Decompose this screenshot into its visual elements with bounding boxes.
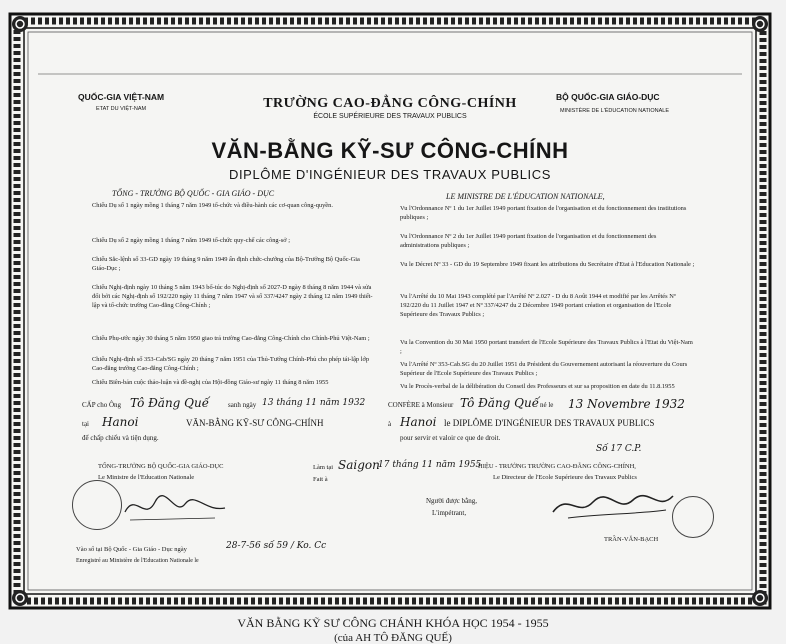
grant-prefix: CẤP cho Ông — [82, 401, 122, 409]
closing-vn: để chấp chiếu và tiện dụng. — [82, 434, 159, 442]
place-date-prefix: Làm tại — [313, 464, 334, 471]
right-signer-name: TRẦN-VĂN-BẠCH — [604, 536, 659, 543]
ministry-subtitle: MINISTÈRE DE L'ÉDUCATION NATIONALE — [560, 108, 670, 114]
left-para-2: Chiếu Dụ số 2 ngày mồng 1 tháng 7 năm 1949 tổ-chức quy-chế các công-sở ; — [92, 237, 290, 244]
school-subtitle: ÉCOLE SUPÉRIEURE DES TRAVAUX PUBLICS — [313, 113, 467, 120]
right-signer-title-fr: Le Directeur de l'Ecole Supérieure des Travaux Publics — [493, 474, 637, 481]
diploma-title-vn: VĂN-BẰNG KỸ-SƯ CÔNG-CHÍNH — [211, 138, 569, 163]
born-date-fr: 13 Novembre 1932 — [568, 397, 685, 411]
place-date-date: 17 tháng 11 năm 1955 — [378, 460, 482, 470]
right-signer-title: HIỆU - TRƯỞNG TRƯỜNG CAO-ĐẲNG CÔNG-CHÍNH, — [478, 463, 636, 470]
right-para-3: Vu le Décret Nº 33 - GD du 19 Septembre 1949 fixant les attributions du Secrétaire d'Etat à l'Education Nationale ; — [400, 261, 695, 268]
left-para-3: Chiếu Sắc-lệnh số 33-GD ngày 19 tháng 9 năm 1949 ấn định chức-chưởng của Bộ-Trưởng Bộ Quốc-Gia Giáo-Dục ; — [92, 256, 360, 273]
holder-label-fr: L'impétrant, — [432, 509, 467, 517]
left-heading: TỔNG - TRƯỞNG BỘ QUỐC - GIA GIÁO - DỤC — [112, 189, 275, 198]
left-para-4: Chiếu Nghị-định ngày 10 tháng 5 năm 1943 bổ-túc do Nghị-định số 2027-D ngày 8 tháng 8 năm 1944 và sửa đổi bởi các Nghị-định số 192/220 ngày 11 tháng 7 năm 1947 và số 337/4247 ngày 2 tháng 12 năm 1949 thiết-lập và tổ-chức trường Cao-đẳng Công-Chính ; — [92, 284, 373, 310]
born-prefix-vn: sanh ngày — [228, 401, 257, 409]
diploma-title-fr: DIPLÔME D'INGÉNIEUR DES TRAVAUX PUBLICS — [228, 167, 552, 182]
right-para-5: Vu la Convention du 30 Mai 1950 portant transfert de l'Ecole Supérieure des Travaux Publics à l'Etat du Việt-Nam ; — [400, 339, 693, 356]
place-date-city: Saigon — [338, 458, 380, 472]
photo-caption: VĂN BẰNG KỸ SƯ CÔNG CHÁNH KHÓA HỌC 1954 - 1955 — [237, 616, 549, 630]
birth-place-fr: Hanoi — [400, 415, 437, 429]
diploma-line-fr: le DIPLÔME D'INGÉNIEUR DES TRAVAUX PUBLICS — [444, 418, 655, 428]
right-heading: LE MINISTRE DE L'ÉDUCATION NATIONALE, — [446, 192, 605, 201]
birth-place-vn: Hanoi — [102, 415, 139, 429]
school-title: TRƯỜNG CAO-ĐẲNG CÔNG-CHÍNH — [263, 96, 517, 111]
state-title: QUỐC-GIA VIỆT-NAM — [78, 92, 165, 102]
confer-prefix: CONFÈRE à Monsieur — [388, 401, 454, 409]
born-date-vn: 13 tháng 11 năm 1932 — [262, 398, 366, 408]
right-official-seal — [672, 496, 714, 538]
left-signature — [120, 482, 230, 532]
left-official-seal — [72, 480, 122, 530]
photo-caption-sub: (của AH TÔ ĐĂNG QUẾ) — [334, 632, 452, 644]
registration-value: 28-7-56 số 59 / Ko. Cc — [226, 541, 327, 551]
closing-fr: pour servir et valoir ce que de droit. — [400, 434, 501, 442]
right-para-2: Vu l'Ordonnance Nº 2 du 1er Juillet 1949 portant fixation de l'organisation et du fonctionnement des administrations publiques ; — [400, 233, 657, 250]
diploma-line-vn: VĂN-BẰNG KỸ-SƯ CÔNG-CHÍNH — [186, 418, 324, 428]
right-para-7: Vu le Procès-verbal de la délibération du Conseil des Professeurs et sur sa proposition en date du 11.8.1955 — [400, 383, 675, 390]
recipient-name-fr: Tô Đăng Quế — [460, 396, 540, 410]
place-prefix-vn: tại — [82, 420, 89, 428]
recipient-name-vn: Tô Đăng Quế — [130, 396, 210, 410]
registration-fr: Enregistré au Ministère de l'Education Nationale le — [76, 558, 199, 564]
holder-label-vn: Người được bằng, — [426, 497, 477, 505]
right-signature — [548, 484, 678, 528]
born-prefix-fr: né le — [540, 401, 554, 409]
serial-number: Số 17 C.P. — [596, 444, 642, 454]
registration-line: Vào sổ tại Bộ Quốc - Gia Giáo - Dục ngày — [76, 546, 187, 553]
place-prefix-fr: à — [388, 420, 392, 428]
right-para-6: Vu l'Arrêté Nº 353-Cab.SG du 20 Juillet 1951 du Président du Gouvernement autorisant la réouverture du Cours Supérieur de l'Ecole Supérieure des Travaux Publics ; — [400, 361, 688, 378]
left-signer-title-fr: Le Ministre de l'Education Nationale — [98, 474, 195, 481]
left-para-7: Chiếu Biên-bản cuộc thảo-luận và đề-nghị của Hội-đồng Giáo-sư ngày 11 tháng 8 năm 1955 — [92, 379, 329, 386]
left-para-1: Chiếu Dụ số 1 ngày mồng 1 tháng 7 năm 1949 tổ-chức và điều-hành các cơ-quan công-quyền. — [92, 202, 333, 209]
left-para-6: Chiếu Nghị-định số 353-Cab/SG ngày 20 tháng 7 năm 1951 của Thủ-Tướng Chính-Phủ cho phép tái-lập lớp Cao-đẳng trường Cao-đẳng Công-Chính ; — [92, 356, 370, 373]
state-subtitle: ETAT DU VIỆT-NAM — [96, 106, 147, 112]
right-para-1: Vu l'Ordonnance Nº 1 du 1er Juillet 1949 portant fixation de l'organisation et du fonctionnement des institutions publiques ; — [400, 205, 687, 222]
ministry-title: BỘ QUỐC-GIA GIÁO-DỤC — [556, 92, 660, 102]
left-signer-title: TỔNG-TRƯỞNG BỘ QUỐC-GIA GIÁO-DỤC — [98, 463, 224, 470]
place-date-fr: Fait à — [313, 476, 328, 483]
right-para-4: Vu l'Arrêté du 10 Mai 1943 complété par l'Arrêté Nº 2.027 - D du 8 Août 1944 et modifié par les Arrêtés Nº 192/220 du 11 Juillet 1947 et Nº 337/4247 du 2 Décembre 1949 portant création et organisation de l'Ecole Supérieure des Travaux Publics ; — [400, 293, 676, 319]
diploma-certificate — [8, 12, 772, 610]
left-para-5: Chiếu Phụ-ước ngày 30 tháng 5 năm 1950 giao trả trường Cao-đẳng Công-Chính cho Chính-Phủ Việt-Nam ; — [92, 335, 370, 342]
